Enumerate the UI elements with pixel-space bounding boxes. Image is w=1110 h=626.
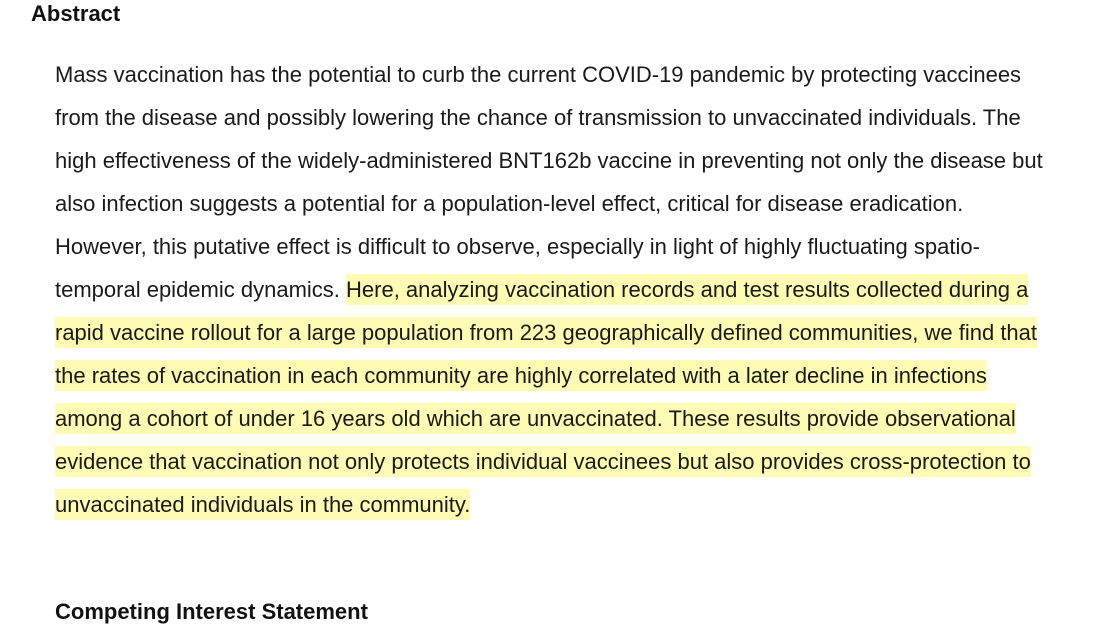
abstract-heading: Abstract [31,1,121,26]
abstract-paragraph [55,53,1055,526]
abstract-text: Mass vaccination has the potential to curb the current COVID-19 pandemic by protecting vaccinees from the disease and possibly lowering the chance of transmission to unvaccinated individuals. The high effectiveness of the widely-administered BNT162b vaccine in preventing not only the disease but also infection suggests a potential for a population-level effect, critical for disease eradication. However, this putative effect is difficult to observe, especially in light of highly fluctuating spatio-temporal epidemic dynamics. [55,62,1043,302]
competing-interest-heading: Competing Interest Statement [55,599,368,624]
highlighted-text: Here, analyzing vaccination records and test results collected during a rapid vaccine rollout for a large population from 223 geographically defined communities, we find that the rates of vaccination in each community are highly correlated with a later decline in infections among a cohort of under 16 years old which are unvaccinated. These results provide observational evidence that vaccination not only protects individual vaccinees but also provides cross-protection to unvaccinated individuals in the community. [55,274,1037,520]
